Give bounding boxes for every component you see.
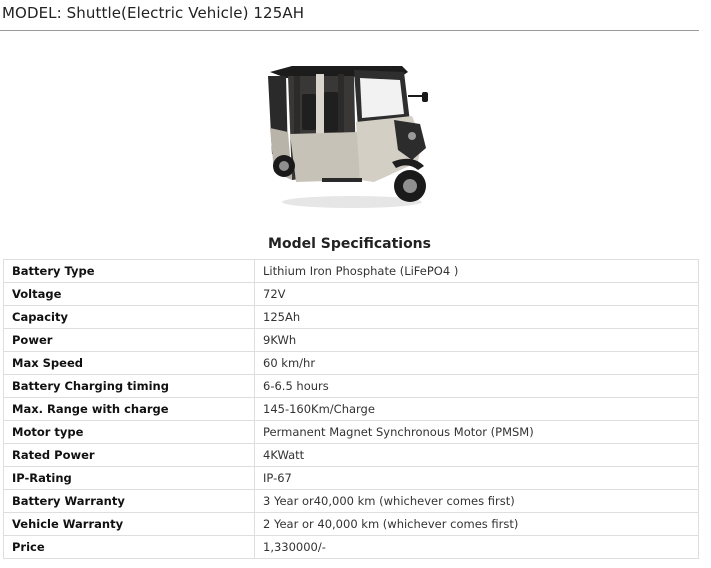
electric-rickshaw-image xyxy=(262,62,434,214)
spec-value: 125Ah xyxy=(255,306,699,329)
table-row xyxy=(4,375,699,398)
table-row xyxy=(4,444,699,467)
spec-label: Max. Range with charge xyxy=(4,398,255,421)
spec-label: Battery Charging timing xyxy=(4,375,255,398)
spec-label: Motor type xyxy=(4,421,255,444)
spec-label: Voltage xyxy=(4,283,255,306)
spec-label: Battery Type xyxy=(4,260,255,283)
table-row xyxy=(4,260,699,283)
spec-label: Max Speed xyxy=(4,352,255,375)
spec-label: Price xyxy=(4,536,255,559)
table-row xyxy=(4,329,699,352)
specifications-table xyxy=(3,259,699,559)
table-row xyxy=(4,513,699,536)
table-row xyxy=(4,490,699,513)
spec-value: 3 Year or40,000 km (whichever comes first) xyxy=(255,490,699,513)
spec-value: Lithium Iron Phosphate (LiFePO4 ) xyxy=(255,260,699,283)
table-row xyxy=(4,283,699,306)
spec-label: IP-Rating xyxy=(4,467,255,490)
table-row xyxy=(4,306,699,329)
spec-value: 145-160Km/Charge xyxy=(255,398,699,421)
spec-value: IP-67 xyxy=(255,467,699,490)
spec-label: Capacity xyxy=(4,306,255,329)
table-row xyxy=(4,421,699,444)
model-heading: MODEL: Shuttle(Electric Vehicle) 125AH xyxy=(2,4,305,22)
spec-label: Battery Warranty xyxy=(4,490,255,513)
spec-label: Vehicle Warranty xyxy=(4,513,255,536)
table-row xyxy=(4,352,699,375)
table-row xyxy=(4,398,699,421)
table-row xyxy=(4,536,699,559)
spec-value: 2 Year or 40,000 km (whichever comes first) xyxy=(255,513,699,536)
spec-label: Rated Power xyxy=(4,444,255,467)
spec-value: 1,330000/- xyxy=(255,536,699,559)
spec-value: 9KWh xyxy=(255,329,699,352)
spec-value: 72V xyxy=(255,283,699,306)
specifications-title: Model Specifications xyxy=(268,236,431,252)
spec-value: 60 km/hr xyxy=(255,352,699,375)
spec-value: Permanent Magnet Synchronous Motor (PMSM) xyxy=(255,421,699,444)
spec-value: 4KWatt xyxy=(255,444,699,467)
table-row xyxy=(4,467,699,490)
spec-value: 6-6.5 hours xyxy=(255,375,699,398)
heading-divider xyxy=(0,30,699,31)
spec-label: Power xyxy=(4,329,255,352)
